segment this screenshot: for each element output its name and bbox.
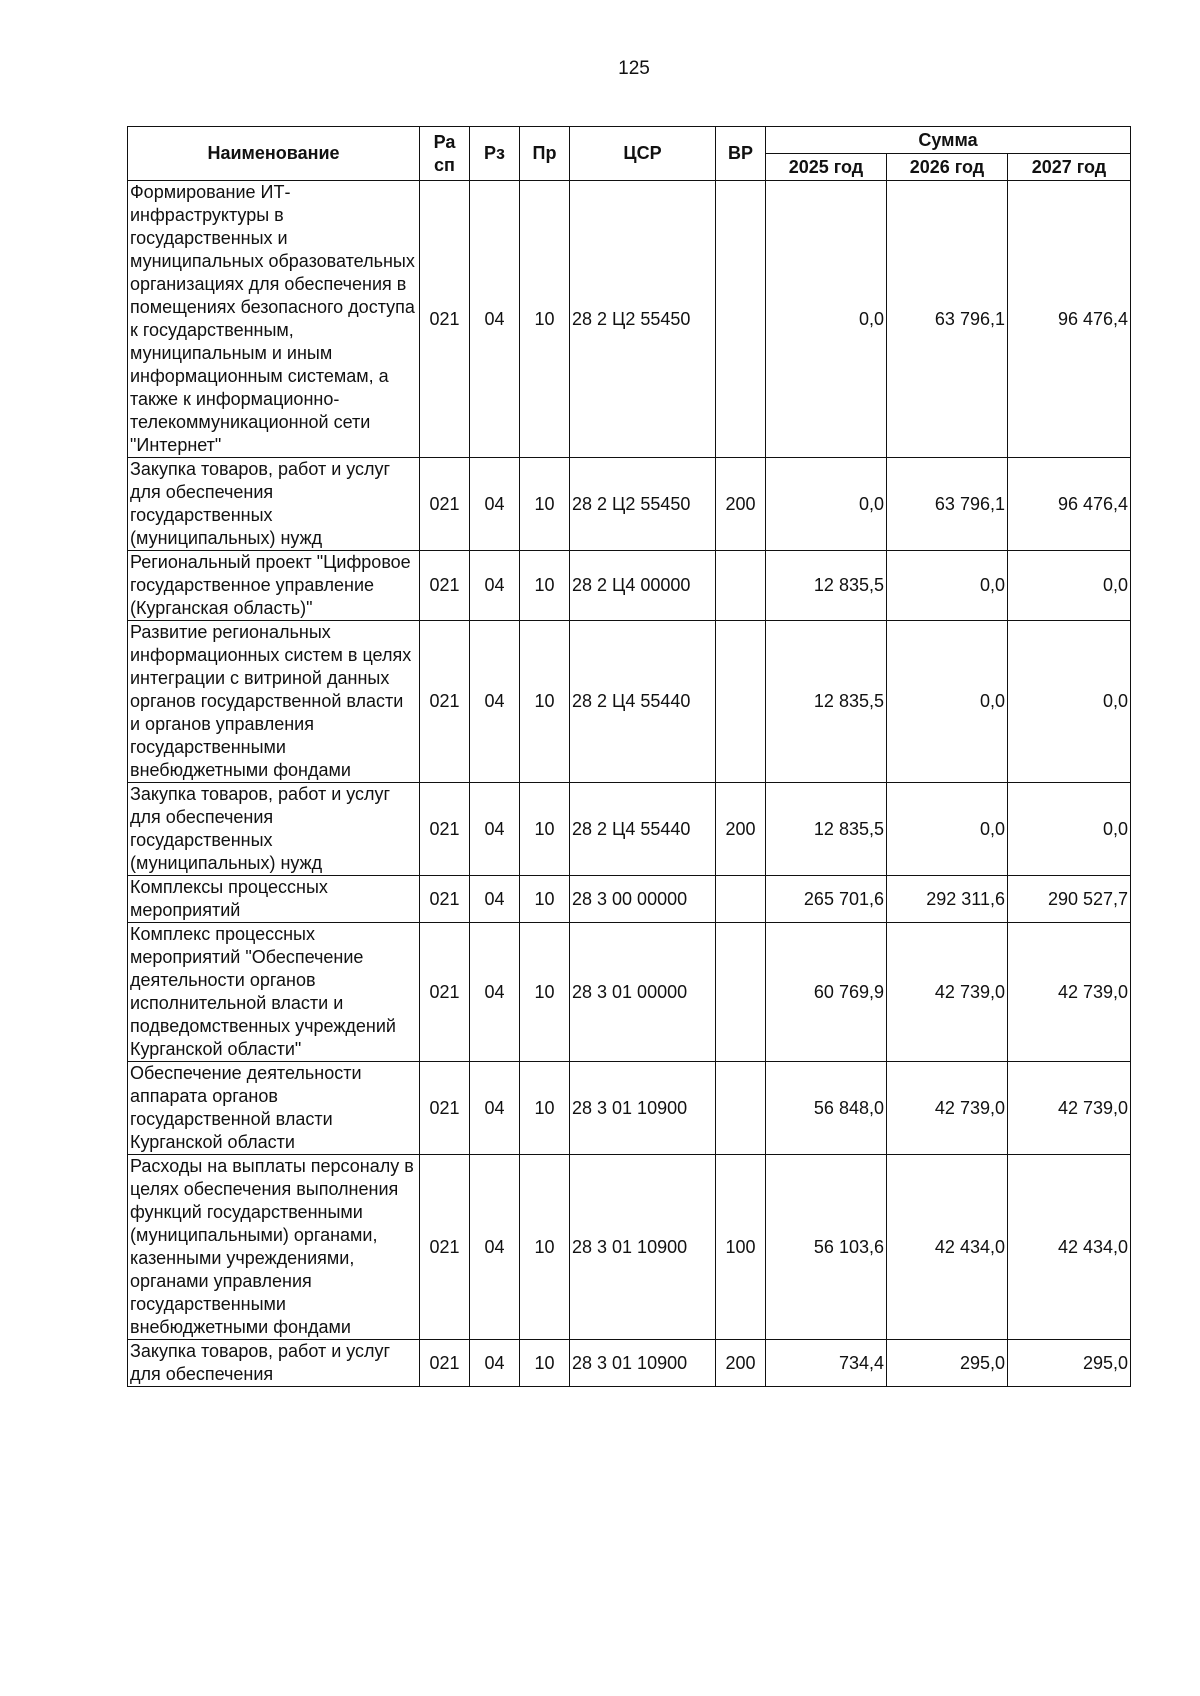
row-rasp: 021 <box>420 876 470 923</box>
row-2026: 63 796,1 <box>887 458 1008 551</box>
row-vr: 100 <box>716 1155 766 1340</box>
row-csr: 28 2 Ц4 55440 <box>570 783 716 876</box>
table-row <box>128 1155 1131 1340</box>
row-rasp: 021 <box>420 551 470 621</box>
row-2027: 290 527,7 <box>1008 876 1131 923</box>
row-2025: 60 769,9 <box>766 923 887 1062</box>
table-row <box>128 783 1131 876</box>
row-rz: 04 <box>470 923 520 1062</box>
row-pr: 10 <box>520 621 570 783</box>
header-2025: 2025 год <box>766 154 887 181</box>
row-rz: 04 <box>470 621 520 783</box>
row-rasp: 021 <box>420 458 470 551</box>
row-2027: 0,0 <box>1008 621 1131 783</box>
table-row <box>128 181 1131 458</box>
table-body <box>128 181 1131 1387</box>
row-pr: 10 <box>520 458 570 551</box>
row-pr: 10 <box>520 551 570 621</box>
row-2027: 295,0 <box>1008 1340 1131 1387</box>
row-2025: 265 701,6 <box>766 876 887 923</box>
row-rz: 04 <box>470 876 520 923</box>
header-2027: 2027 год <box>1008 154 1131 181</box>
table-row <box>128 876 1131 923</box>
row-vr <box>716 1062 766 1155</box>
row-pr: 10 <box>520 1062 570 1155</box>
row-name: Региональный проект "Цифровое государственное управление (Курганская область)" <box>128 551 420 621</box>
table-row <box>128 1062 1131 1155</box>
row-csr: 28 3 01 10900 <box>570 1155 716 1340</box>
header-vr: ВР <box>716 127 766 181</box>
row-2026: 63 796,1 <box>887 181 1008 458</box>
row-name: Обеспечение деятельности аппарата органов государственной власти Курганской области <box>128 1062 420 1155</box>
row-csr: 28 3 01 10900 <box>570 1340 716 1387</box>
row-csr: 28 2 Ц4 00000 <box>570 551 716 621</box>
row-rasp: 021 <box>420 621 470 783</box>
header-name: Наименование <box>128 127 420 181</box>
page-number: 125 <box>618 58 650 79</box>
header-pr: Пр <box>520 127 570 181</box>
row-rasp: 021 <box>420 783 470 876</box>
row-rasp: 021 <box>420 923 470 1062</box>
row-pr: 10 <box>520 923 570 1062</box>
header-csr: ЦСР <box>570 127 716 181</box>
row-2025: 0,0 <box>766 458 887 551</box>
row-2027: 96 476,4 <box>1008 458 1131 551</box>
table-row <box>128 923 1131 1062</box>
row-vr <box>716 621 766 783</box>
row-rz: 04 <box>470 1062 520 1155</box>
row-2025: 12 835,5 <box>766 551 887 621</box>
header-rz: Рз <box>470 127 520 181</box>
row-name: Закупка товаров, работ и услуг для обеспечения государственных (муниципальных) нужд <box>128 458 420 551</box>
row-2027: 42 434,0 <box>1008 1155 1131 1340</box>
budget-table <box>127 126 1131 1387</box>
row-rz: 04 <box>470 181 520 458</box>
row-name: Закупка товаров, работ и услуг для обеспечения государственных (муниципальных) нужд <box>128 783 420 876</box>
table-row <box>128 551 1131 621</box>
header-rasp: Ра сп <box>420 127 470 181</box>
row-rz: 04 <box>470 783 520 876</box>
row-2027: 96 476,4 <box>1008 181 1131 458</box>
row-rz: 04 <box>470 551 520 621</box>
row-2025: 12 835,5 <box>766 621 887 783</box>
row-2026: 295,0 <box>887 1340 1008 1387</box>
row-name: Закупка товаров, работ и услуг для обеспечения <box>128 1340 420 1387</box>
row-name: Расходы на выплаты персоналу в целях обеспечения выполнения функций государственными (муниципальными) органами, казенными учреждениями, органами управления государственными внебюджетными фондами <box>128 1155 420 1340</box>
row-rz: 04 <box>470 458 520 551</box>
row-2025: 734,4 <box>766 1340 887 1387</box>
row-rasp: 021 <box>420 1062 470 1155</box>
row-csr: 28 3 00 00000 <box>570 876 716 923</box>
row-2027: 42 739,0 <box>1008 923 1131 1062</box>
table-row <box>128 1340 1131 1387</box>
row-2026: 292 311,6 <box>887 876 1008 923</box>
row-pr: 10 <box>520 1155 570 1340</box>
row-2027: 42 739,0 <box>1008 1062 1131 1155</box>
row-vr: 200 <box>716 783 766 876</box>
row-2026: 42 739,0 <box>887 1062 1008 1155</box>
row-2026: 0,0 <box>887 783 1008 876</box>
row-rasp: 021 <box>420 1155 470 1340</box>
row-name: Комплекс процессных мероприятий "Обеспечение деятельности органов исполнительной власти и подведомственных учреждений Курганской области" <box>128 923 420 1062</box>
row-csr: 28 3 01 10900 <box>570 1062 716 1155</box>
row-vr <box>716 923 766 1062</box>
row-rz: 04 <box>470 1340 520 1387</box>
row-csr: 28 2 Ц2 55450 <box>570 181 716 458</box>
header-sum: Сумма <box>766 127 1131 154</box>
row-2026: 0,0 <box>887 551 1008 621</box>
row-vr <box>716 181 766 458</box>
row-csr: 28 2 Ц4 55440 <box>570 621 716 783</box>
header-2026: 2026 год <box>887 154 1008 181</box>
table-row <box>128 458 1131 551</box>
row-rasp: 021 <box>420 1340 470 1387</box>
row-2027: 0,0 <box>1008 551 1131 621</box>
row-rasp: 021 <box>420 181 470 458</box>
row-2026: 42 739,0 <box>887 923 1008 1062</box>
row-pr: 10 <box>520 181 570 458</box>
row-2025: 56 848,0 <box>766 1062 887 1155</box>
row-2027: 0,0 <box>1008 783 1131 876</box>
table-row <box>128 621 1131 783</box>
row-2025: 56 103,6 <box>766 1155 887 1340</box>
table-header <box>128 127 1131 181</box>
row-2026: 42 434,0 <box>887 1155 1008 1340</box>
row-csr: 28 2 Ц2 55450 <box>570 458 716 551</box>
row-rz: 04 <box>470 1155 520 1340</box>
row-pr: 10 <box>520 783 570 876</box>
row-name: Формирование ИТ-инфраструктуры в государственных и муниципальных образовательных организациях для обеспечения в помещениях безопасного доступа к государственным, муниципальным и иным информационным системам, а также к информационно-телекоммуникационной сети "Интернет" <box>128 181 420 458</box>
row-vr <box>716 876 766 923</box>
row-vr <box>716 551 766 621</box>
row-pr: 10 <box>520 876 570 923</box>
row-2025: 0,0 <box>766 181 887 458</box>
row-2025: 12 835,5 <box>766 783 887 876</box>
row-pr: 10 <box>520 1340 570 1387</box>
row-2026: 0,0 <box>887 621 1008 783</box>
row-csr: 28 3 01 00000 <box>570 923 716 1062</box>
row-name: Комплексы процессных мероприятий <box>128 876 420 923</box>
row-vr: 200 <box>716 1340 766 1387</box>
row-vr: 200 <box>716 458 766 551</box>
row-name: Развитие региональных информационных систем в целях интеграции с витриной данных органов государственной власти и органов управления государственными внебюджетными фондами <box>128 621 420 783</box>
